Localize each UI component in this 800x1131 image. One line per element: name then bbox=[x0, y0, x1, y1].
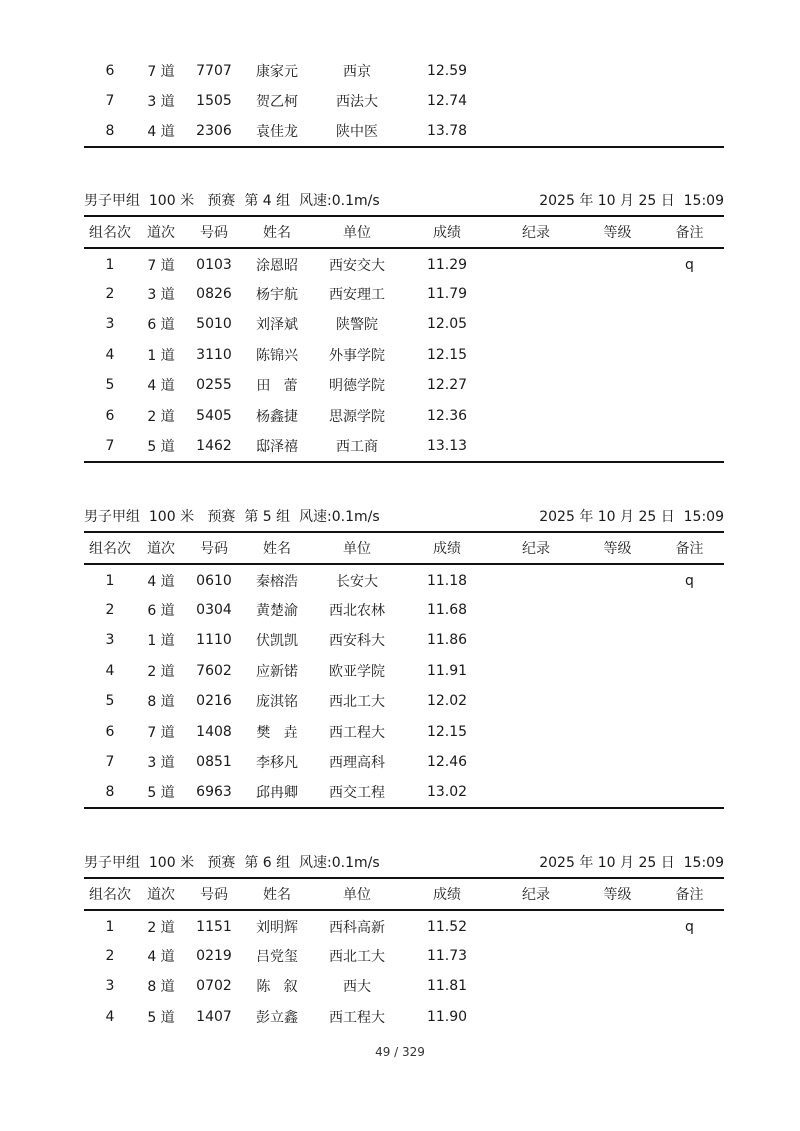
cell-lane: 7 道 bbox=[147, 257, 175, 274]
cell-time: 11.91 bbox=[426, 662, 468, 679]
cell-grade bbox=[580, 340, 655, 371]
cell-note bbox=[655, 309, 724, 340]
table-row bbox=[84, 309, 724, 340]
cell-time: 11.73 bbox=[426, 947, 468, 964]
results-block-group-6 bbox=[84, 851, 724, 1032]
cell-lane: 6 道 bbox=[147, 317, 175, 334]
section-datetime: 2025 年 10 月 25 日 15:09 bbox=[539, 509, 724, 525]
results-table-group-5 bbox=[84, 531, 724, 809]
column-header-time: 成绩 bbox=[402, 532, 492, 564]
cell-note bbox=[655, 340, 724, 371]
cell-unit: 西安理工 bbox=[329, 286, 385, 303]
cell-grade bbox=[580, 686, 655, 717]
cell-bib: 5405 bbox=[196, 407, 232, 424]
column-header-rank: 组名次 bbox=[84, 532, 136, 564]
results-block-continued bbox=[84, 55, 724, 148]
table-row bbox=[84, 116, 724, 147]
cell-name: 吕党玺 bbox=[256, 948, 298, 965]
cell-unit: 明德学院 bbox=[329, 378, 385, 395]
column-header-time: 成绩 bbox=[402, 216, 492, 248]
cell-rank: 4 bbox=[105, 346, 115, 363]
cell-bib: 1407 bbox=[196, 1008, 232, 1025]
cell-lane: 6 道 bbox=[147, 602, 175, 619]
cell-lane: 8 道 bbox=[147, 694, 175, 711]
cell-unit: 陕警院 bbox=[336, 317, 378, 334]
cell-record bbox=[492, 717, 580, 748]
column-header-rank: 组名次 bbox=[84, 216, 136, 248]
cell-record bbox=[492, 910, 580, 941]
cell-bib: 6963 bbox=[186, 778, 242, 809]
cell-rank: 5 bbox=[105, 377, 115, 394]
cell-unit: 西理高科 bbox=[329, 755, 385, 772]
cell-lane: 8 道 bbox=[147, 979, 175, 996]
cell-grade bbox=[580, 971, 655, 1002]
page-number: 49 / 329 bbox=[375, 1045, 425, 1059]
column-header-bib: 号码 bbox=[186, 532, 242, 564]
cell-record bbox=[492, 86, 580, 117]
results-table-group-6 bbox=[84, 877, 724, 1032]
table-row bbox=[84, 86, 724, 117]
cell-unit: 西北工大 bbox=[329, 694, 385, 711]
cell-grade bbox=[580, 309, 655, 340]
cell-time: 13.78 bbox=[402, 116, 492, 147]
cell-bib: 0851 bbox=[196, 754, 232, 771]
cell-time: 12.46 bbox=[426, 754, 468, 771]
section-title: 男子甲组 100 米 预赛 第 4 组 风速:0.1m/s bbox=[84, 193, 380, 209]
cell-lane: 3 道 bbox=[147, 286, 175, 303]
cell-name: 杨宇航 bbox=[256, 286, 298, 303]
cell-grade bbox=[580, 248, 655, 279]
cell-name: 邱冉卿 bbox=[242, 778, 312, 809]
cell-unit: 西安交大 bbox=[329, 257, 385, 274]
section-header bbox=[84, 505, 724, 531]
cell-name: 贺乙柯 bbox=[256, 93, 298, 110]
cell-rank: 6 bbox=[105, 63, 115, 80]
cell-rank: 8 bbox=[84, 778, 136, 809]
cell-grade bbox=[580, 747, 655, 778]
cell-note bbox=[655, 116, 724, 147]
cell-grade bbox=[580, 595, 655, 626]
cell-time: 11.18 bbox=[426, 572, 468, 589]
cell-unit: 思源学院 bbox=[329, 408, 385, 425]
table-row bbox=[84, 941, 724, 972]
cell-rank: 6 bbox=[105, 723, 115, 740]
table-header bbox=[84, 878, 724, 910]
cell-lane: 3 道 bbox=[147, 93, 175, 110]
table-row bbox=[84, 595, 724, 626]
cell-record bbox=[492, 941, 580, 972]
table-row bbox=[84, 340, 724, 371]
cell-grade bbox=[580, 55, 655, 86]
column-header-note: 备注 bbox=[655, 216, 724, 248]
cell-grade bbox=[580, 1002, 655, 1033]
table-row bbox=[84, 656, 724, 687]
column-header-unit: 单位 bbox=[312, 878, 402, 910]
table-row bbox=[84, 1002, 724, 1033]
cell-record bbox=[492, 1002, 580, 1033]
cell-name: 袁佳龙 bbox=[242, 116, 312, 147]
table-header bbox=[84, 532, 724, 564]
column-header-bib: 号码 bbox=[186, 878, 242, 910]
column-header-unit: 单位 bbox=[312, 532, 402, 564]
table-header bbox=[84, 216, 724, 248]
cell-time: 12.74 bbox=[426, 92, 468, 109]
cell-unit: 西北农林 bbox=[329, 602, 385, 619]
cell-note bbox=[655, 971, 724, 1002]
cell-name: 樊 垚 bbox=[256, 724, 298, 741]
cell-time: 12.02 bbox=[426, 693, 468, 710]
cell-record bbox=[492, 778, 580, 809]
column-header-lane: 道次 bbox=[136, 878, 186, 910]
cell-bib: 1408 bbox=[196, 723, 232, 740]
cell-name: 康家元 bbox=[256, 64, 298, 81]
cell-note bbox=[655, 656, 724, 687]
cell-record bbox=[492, 747, 580, 778]
cell-time: 12.05 bbox=[426, 316, 468, 333]
table-row bbox=[84, 625, 724, 656]
table-row bbox=[84, 747, 724, 778]
cell-name: 陈锦兴 bbox=[256, 347, 298, 364]
cell-lane: 5 道 bbox=[136, 431, 186, 462]
cell-rank: 8 bbox=[84, 116, 136, 147]
table-row bbox=[84, 370, 724, 401]
cell-unit: 西科高新 bbox=[329, 919, 385, 936]
cell-time: 12.15 bbox=[426, 723, 468, 740]
cell-name: 邸泽禧 bbox=[242, 431, 312, 462]
column-header-grade: 等级 bbox=[580, 532, 655, 564]
column-header-rank: 组名次 bbox=[84, 878, 136, 910]
cell-unit: 西交工程 bbox=[312, 778, 402, 809]
cell-record bbox=[492, 401, 580, 432]
cell-bib: 0219 bbox=[196, 947, 232, 964]
cell-bib: 0304 bbox=[196, 601, 232, 618]
cell-name: 黄楚渝 bbox=[256, 602, 298, 619]
cell-bib: 2306 bbox=[186, 116, 242, 147]
results-block-group-5 bbox=[84, 505, 724, 809]
cell-record bbox=[492, 971, 580, 1002]
section-header bbox=[84, 189, 724, 215]
column-header-note: 备注 bbox=[655, 878, 724, 910]
cell-bib: 0702 bbox=[196, 978, 232, 995]
cell-record bbox=[492, 686, 580, 717]
table-row bbox=[84, 248, 724, 279]
cell-unit: 长安大 bbox=[336, 573, 378, 590]
cell-unit: 西京 bbox=[343, 64, 371, 81]
cell-note: q bbox=[685, 918, 694, 935]
cell-record bbox=[492, 431, 580, 462]
cell-note bbox=[655, 717, 724, 748]
cell-time: 13.13 bbox=[402, 431, 492, 462]
cell-rank: 3 bbox=[105, 978, 115, 995]
cell-name: 刘明辉 bbox=[256, 919, 298, 936]
cell-note bbox=[655, 401, 724, 432]
cell-rank: 5 bbox=[105, 693, 115, 710]
cell-time: 12.27 bbox=[426, 377, 468, 394]
cell-time: 11.52 bbox=[426, 918, 468, 935]
table-row bbox=[84, 910, 724, 941]
column-header-note: 备注 bbox=[655, 532, 724, 564]
cell-name: 田 蕾 bbox=[256, 378, 298, 395]
cell-unit: 外事学院 bbox=[329, 347, 385, 364]
cell-name: 应新锘 bbox=[256, 663, 298, 680]
cell-time: 11.86 bbox=[426, 632, 468, 649]
cell-rank: 3 bbox=[105, 632, 115, 649]
results-table-group-4 bbox=[84, 215, 724, 463]
cell-record bbox=[492, 248, 580, 279]
cell-note: q bbox=[685, 256, 694, 273]
cell-record bbox=[492, 340, 580, 371]
cell-rank: 7 bbox=[105, 754, 115, 771]
cell-lane: 2 道 bbox=[147, 408, 175, 425]
cell-bib: 7707 bbox=[196, 63, 232, 80]
cell-note bbox=[655, 747, 724, 778]
section-title: 男子甲组 100 米 预赛 第 6 组 风速:0.1m/s bbox=[84, 855, 380, 871]
cell-note: q bbox=[685, 572, 694, 589]
cell-bib: 1505 bbox=[196, 92, 232, 109]
cell-name: 秦榕浩 bbox=[256, 573, 298, 590]
cell-note bbox=[655, 370, 724, 401]
cell-bib: 0826 bbox=[196, 285, 232, 302]
cell-lane: 1 道 bbox=[147, 633, 175, 650]
cell-bib: 0103 bbox=[196, 256, 232, 273]
cell-grade bbox=[580, 86, 655, 117]
cell-note bbox=[655, 778, 724, 809]
cell-lane: 4 道 bbox=[147, 378, 175, 395]
cell-name: 刘泽斌 bbox=[256, 317, 298, 334]
cell-time: 13.02 bbox=[402, 778, 492, 809]
cell-rank: 1 bbox=[105, 918, 115, 935]
cell-lane: 3 道 bbox=[147, 755, 175, 772]
cell-unit: 西工商 bbox=[312, 431, 402, 462]
column-header-grade: 等级 bbox=[580, 216, 655, 248]
cell-record bbox=[492, 116, 580, 147]
cell-rank: 2 bbox=[105, 601, 115, 618]
cell-name: 彭立鑫 bbox=[256, 1009, 298, 1026]
cell-name: 伏凯凯 bbox=[256, 633, 298, 650]
cell-note bbox=[655, 625, 724, 656]
column-header-time: 成绩 bbox=[402, 878, 492, 910]
results-body bbox=[84, 564, 724, 808]
cell-bib: 0610 bbox=[196, 572, 232, 589]
cell-unit: 西法大 bbox=[336, 93, 378, 110]
results-body bbox=[84, 248, 724, 462]
table-row bbox=[84, 778, 724, 809]
cell-name: 庞淇铭 bbox=[256, 694, 298, 711]
cell-note bbox=[655, 941, 724, 972]
cell-time: 11.81 bbox=[426, 978, 468, 995]
results-body bbox=[84, 55, 724, 147]
cell-time: 11.68 bbox=[426, 601, 468, 618]
cell-rank: 3 bbox=[105, 316, 115, 333]
cell-rank: 2 bbox=[105, 947, 115, 964]
cell-bib: 5010 bbox=[196, 316, 232, 333]
cell-record bbox=[492, 309, 580, 340]
cell-note bbox=[655, 1002, 724, 1033]
cell-lane: 2 道 bbox=[147, 663, 175, 680]
cell-record bbox=[492, 279, 580, 310]
cell-lane: 2 道 bbox=[147, 919, 175, 936]
cell-lane: 1 道 bbox=[147, 347, 175, 364]
column-header-record: 纪录 bbox=[492, 216, 580, 248]
cell-bib: 0216 bbox=[196, 693, 232, 710]
cell-bib: 1462 bbox=[186, 431, 242, 462]
cell-rank: 1 bbox=[105, 572, 115, 589]
cell-grade bbox=[580, 431, 655, 462]
column-header-lane: 道次 bbox=[136, 532, 186, 564]
cell-bib: 1151 bbox=[196, 918, 232, 935]
table-row bbox=[84, 971, 724, 1002]
results-body bbox=[84, 910, 724, 1032]
cell-lane: 5 道 bbox=[136, 778, 186, 809]
cell-note bbox=[655, 431, 724, 462]
cell-unit: 西大 bbox=[343, 979, 371, 996]
cell-rank: 4 bbox=[105, 662, 115, 679]
column-header-bib: 号码 bbox=[186, 216, 242, 248]
table-row bbox=[84, 717, 724, 748]
cell-bib: 1110 bbox=[196, 632, 232, 649]
cell-time: 11.79 bbox=[426, 285, 468, 302]
table-row bbox=[84, 401, 724, 432]
cell-grade bbox=[580, 625, 655, 656]
cell-lane: 7 道 bbox=[147, 64, 175, 81]
section-header bbox=[84, 851, 724, 877]
cell-bib: 7602 bbox=[196, 662, 232, 679]
cell-rank: 7 bbox=[84, 431, 136, 462]
cell-unit: 西工程大 bbox=[329, 724, 385, 741]
results-table-continued bbox=[84, 55, 724, 148]
cell-lane: 7 道 bbox=[147, 724, 175, 741]
cell-note bbox=[655, 55, 724, 86]
cell-unit: 西安科大 bbox=[329, 633, 385, 650]
cell-rank: 2 bbox=[105, 285, 115, 302]
cell-grade bbox=[580, 116, 655, 147]
cell-note bbox=[655, 279, 724, 310]
cell-grade bbox=[580, 717, 655, 748]
cell-rank: 1 bbox=[105, 256, 115, 273]
cell-time: 11.90 bbox=[426, 1008, 468, 1025]
section-datetime: 2025 年 10 月 25 日 15:09 bbox=[539, 855, 724, 871]
cell-time: 12.15 bbox=[426, 346, 468, 363]
column-header-name: 姓名 bbox=[242, 216, 312, 248]
column-header-name: 姓名 bbox=[242, 532, 312, 564]
cell-record bbox=[492, 656, 580, 687]
cell-grade bbox=[580, 370, 655, 401]
cell-grade bbox=[580, 941, 655, 972]
column-header-lane: 道次 bbox=[136, 216, 186, 248]
cell-record bbox=[492, 625, 580, 656]
column-header-grade: 等级 bbox=[580, 878, 655, 910]
column-header-record: 纪录 bbox=[492, 532, 580, 564]
cell-note bbox=[655, 86, 724, 117]
cell-grade bbox=[580, 279, 655, 310]
table-row bbox=[84, 55, 724, 86]
cell-grade bbox=[580, 910, 655, 941]
cell-unit: 西北工大 bbox=[329, 948, 385, 965]
cell-note bbox=[655, 595, 724, 626]
results-block-group-4 bbox=[84, 189, 724, 463]
cell-name: 陈 叙 bbox=[256, 979, 298, 996]
column-header-record: 纪录 bbox=[492, 878, 580, 910]
table-row bbox=[84, 431, 724, 462]
cell-record bbox=[492, 564, 580, 595]
section-datetime: 2025 年 10 月 25 日 15:09 bbox=[539, 193, 724, 209]
cell-bib: 0255 bbox=[196, 377, 232, 394]
cell-lane: 4 道 bbox=[147, 948, 175, 965]
cell-unit: 西工程大 bbox=[329, 1009, 385, 1026]
cell-name: 杨鑫捷 bbox=[256, 408, 298, 425]
cell-grade bbox=[580, 656, 655, 687]
cell-lane: 4 道 bbox=[136, 116, 186, 147]
cell-record bbox=[492, 55, 580, 86]
table-row bbox=[84, 686, 724, 717]
cell-record bbox=[492, 595, 580, 626]
cell-grade bbox=[580, 564, 655, 595]
cell-grade bbox=[580, 401, 655, 432]
cell-record bbox=[492, 370, 580, 401]
cell-grade bbox=[580, 778, 655, 809]
cell-rank: 6 bbox=[105, 407, 115, 424]
cell-name: 涂恩昭 bbox=[256, 257, 298, 274]
cell-unit: 陕中医 bbox=[312, 116, 402, 147]
cell-lane: 5 道 bbox=[147, 1009, 175, 1026]
cell-time: 12.36 bbox=[426, 407, 468, 424]
column-header-name: 姓名 bbox=[242, 878, 312, 910]
cell-unit: 欧亚学院 bbox=[329, 663, 385, 680]
cell-time: 12.59 bbox=[426, 63, 468, 80]
section-title: 男子甲组 100 米 预赛 第 5 组 风速:0.1m/s bbox=[84, 509, 380, 525]
cell-lane: 4 道 bbox=[147, 573, 175, 590]
table-row bbox=[84, 564, 724, 595]
column-header-unit: 单位 bbox=[312, 216, 402, 248]
cell-note bbox=[655, 686, 724, 717]
cell-rank: 7 bbox=[105, 92, 115, 109]
cell-name: 李移凡 bbox=[256, 755, 298, 772]
cell-bib: 3110 bbox=[196, 346, 232, 363]
cell-time: 11.29 bbox=[426, 256, 468, 273]
cell-rank: 4 bbox=[105, 1008, 115, 1025]
table-row bbox=[84, 279, 724, 310]
